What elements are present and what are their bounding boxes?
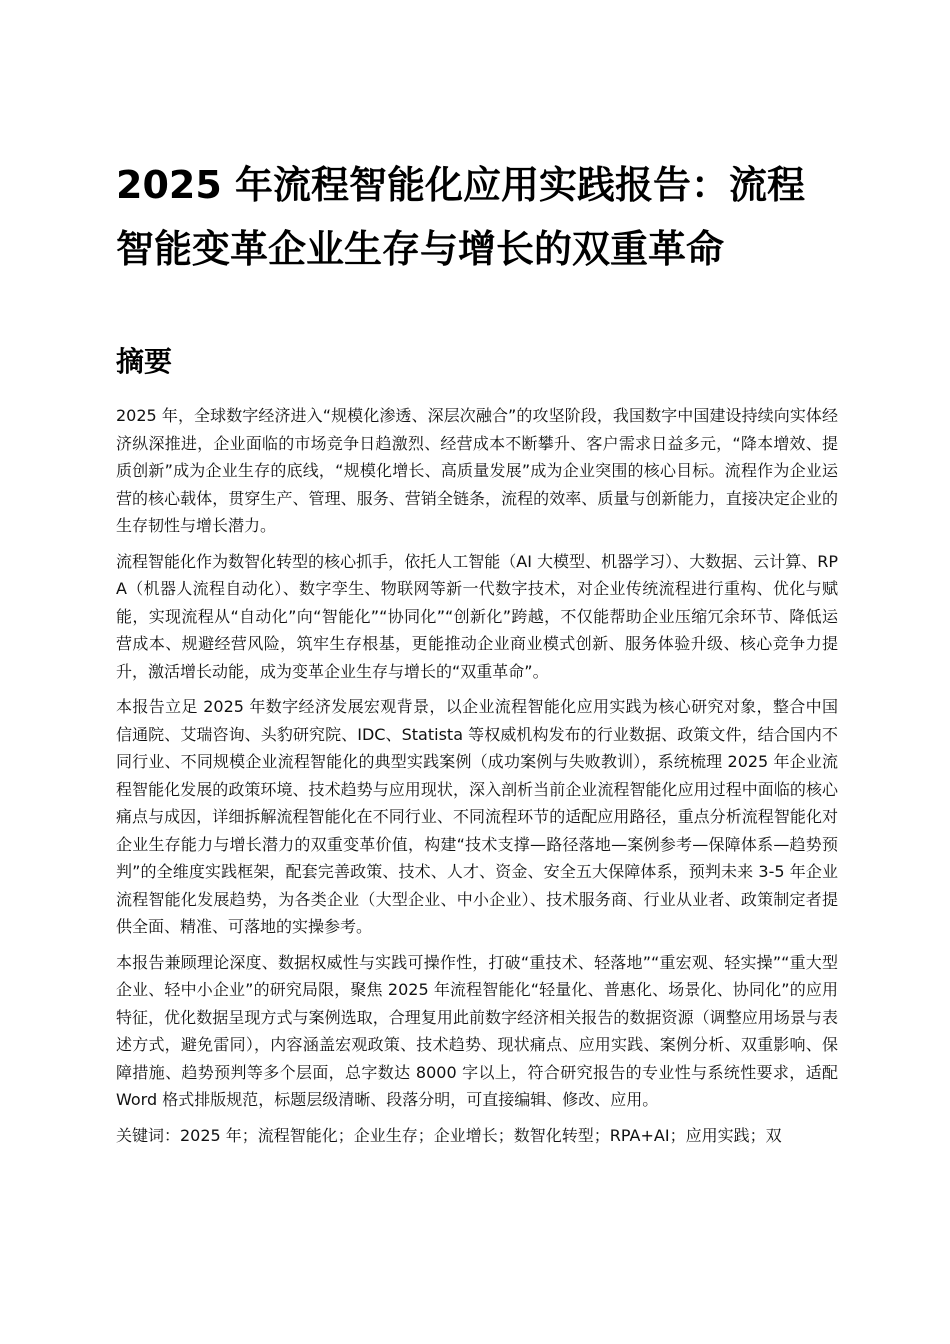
abstract-paragraph-1: 2025 年，全球数字经济进入“规模化渗透、深层次融合”的攻坚阶段，我国数字中国建设持续向实体经济纵深推进，企业面临的市场竞争日趋激烈、经营成本不断攀升、客户需求日益多元，“降本增效、提质创新”成为企业生存的底线，“规模化增长、高质量发展”成为企业突围的核心目标。流程作为企业运营的核心载体，贯穿生产、管理、服务、营销全链条，流程的效率、质量与创新能力，直接决定企业的生存韧性与增长潜力。 [116, 406, 838, 535]
report-title: 2025 年流程智能化应用实践报告：流程智能变革企业生存与增长的双重革命 [116, 163, 805, 271]
abstract-paragraph-3: 本报告立足 2025 年数字经济发展宏观背景，以企业流程智能化应用实践为核心研究对象，整合中国信通院、艾瑞咨询、头豹研究院、IDC、Statista 等权威机构发布的行业数据、政策文件，结合国内不同行业、不同规模企业流程智能化的典型实践案例（成功案例与失败教训），系统梳理 2025 年企业流程智能化发展的政策环境、技术趋势与应用现状，深入剖析当前企业流程智能化应用过程中面临的核心痛点与成因，详细拆解流程智能化在不同行业、不同流程环节的适配应用路径，重点分析流程智能化对企业生存能力与增长潜力的双重变革价值，构建“技术支撑—路径落地—案例参考—保障体系—趋势预判”的全维度实践框架，配套完善政策、技术、人才、资金、安全五大保障体系，预判未来 3-5 年企业流程智能化发展趋势，为各类企业（大型企业、中小企业）、技术服务商、行业从业者、政策制定者提供全面、精准、可落地的实操参考。 [116, 697, 838, 936]
abstract-heading: 摘要 [116, 345, 173, 378]
abstract-paragraph-2: 流程智能化作为数智化转型的核心抓手，依托人工智能（AI 大模型、机器学习）、大数据、云计算、RPA（机器人流程自动化）、数字孪生、物联网等新一代数字技术，对企业传统流程进行重构、优化与赋能，实现流程从“自动化”向“智能化”“协同化”“创新化”跨越，不仅能帮助企业压缩冗余环节、降低运营成本、规避经营风险，筑牢生存根基，更能推动企业商业模式创新、服务体验升级、核心竞争力提升，激活增长动能，成为变革企业生存与增长的“双重革命”。 [116, 551, 838, 681]
document-body [116, 153, 838, 1149]
abstract-paragraph-4: 本报告兼顾理论深度、数据权威性与实践可操作性，打破“重技术、轻落地”“重宏观、轻实操”“重大型企业、轻中小企业”的研究局限，聚焦 2025 年流程智能化“轻量化、普惠化、场景化、协同化”的应用特征，优化数据呈现方式与案例选取，合理复用此前数字经济相关报告的数据资源（调整应用场景与表述方式，避免雷同），内容涵盖宏观政策、技术趋势、现状痛点、应用实践、案例分析、双重影响、保障措施、趋势预判等多个层面，总字数达 8000 字以上，符合研究报告的专业性与系统性要求，适配 Word 格式排版规范，标题层级清晰、段落分明，可直接编辑、修改、应用。 [116, 952, 838, 1109]
keywords-line: 关键词：2025 年；流程智能化；企业生存；企业增长；数智化转型；RPA+AI；应用实践；双 [116, 1125, 782, 1145]
